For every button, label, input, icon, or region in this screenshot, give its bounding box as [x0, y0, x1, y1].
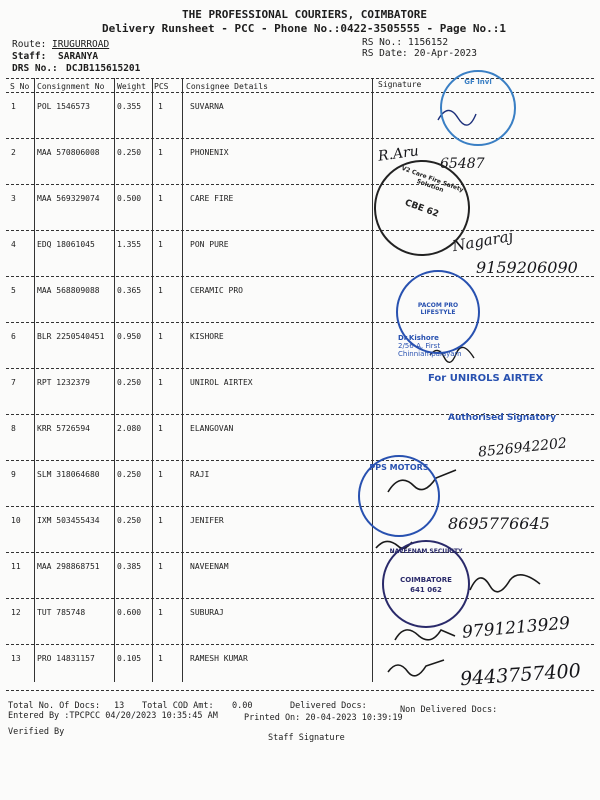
drs-value: DCJB115615201 [66, 63, 141, 74]
rs-date-label: RS Date: [362, 48, 408, 59]
runsheet-subtitle: Delivery Runsheet - PCC - Phone No.:0422-3505555 - Page No.:1 [102, 22, 506, 35]
route-value: IRUGURROAD [52, 39, 110, 50]
cell-weight: 2.080 [117, 424, 142, 433]
cell-consignment: KRR 5726594 [37, 424, 90, 433]
row13-phone: 9443757400 [459, 659, 582, 691]
cell-consignee: JENIFER [190, 516, 224, 525]
cell-pcs: 1 [158, 102, 163, 111]
stamp-row9: PPS MOTORS [358, 455, 440, 537]
stamp-row5: PACOM PRO LIFESTYLE [396, 270, 480, 354]
cell-consignee: RAMESH KUMAR [190, 654, 248, 663]
delivered-label: Delivered Docs: [290, 701, 367, 711]
cell-weight: 0.600 [117, 608, 142, 617]
cell-pcs: 1 [158, 424, 163, 433]
col-header-sno: S No [10, 82, 30, 91]
cell-pcs: 1 [158, 608, 163, 617]
cell-consignment: EDQ 18061045 [37, 240, 95, 249]
cell-consignment: MAA 568809088 [37, 286, 100, 295]
cell-pcs: 1 [158, 470, 163, 479]
cell-sno: 1 [11, 102, 16, 111]
cell-sno: 3 [11, 194, 16, 203]
col-header-consignment: Consignment No [37, 82, 105, 91]
cell-consignee: SUVARNA [190, 102, 224, 111]
row4-signature: Nagaraj [450, 226, 515, 256]
cell-consignment: MAA 569329074 [37, 194, 100, 203]
cell-weight: 0.105 [117, 654, 142, 663]
row2-signature: R.Aru [377, 143, 420, 165]
row-divider [6, 552, 594, 553]
col-header-pcs: PCS [154, 82, 169, 91]
drs-label: DRS No.: [12, 63, 58, 74]
cell-consignee: PHONENIX [190, 148, 229, 157]
staff-label: Staff: [12, 51, 47, 62]
cell-consignee: CERAMIC PRO [190, 286, 243, 295]
rs-no-label: RS No.: [362, 37, 403, 48]
rs-no-value: 1156152 [408, 37, 449, 48]
total-docs-label: Total No. Of Docs: [8, 701, 101, 711]
cell-sno: 9 [11, 470, 16, 479]
rs-date-value: 20-Apr-2023 [414, 48, 477, 59]
stamp-row6-address: 2/56-A, First [398, 342, 441, 350]
cell-weight: 0.365 [117, 286, 142, 295]
row12-phone: 9791213929 [461, 613, 571, 643]
cell-sno: 5 [11, 286, 16, 295]
cell-weight: 1.355 [117, 240, 142, 249]
col-header-signature: Signature [378, 80, 422, 89]
cell-weight: 0.250 [117, 470, 142, 479]
cell-pcs: 1 [158, 378, 163, 387]
cell-pcs: 1 [158, 148, 163, 157]
cell-pcs: 1 [158, 332, 163, 341]
cell-sno: 10 [11, 516, 21, 525]
cell-sno: 13 [11, 654, 21, 663]
col-divider [182, 78, 183, 682]
row-divider [6, 598, 594, 599]
cell-weight: 0.385 [117, 562, 142, 571]
row-divider [6, 184, 594, 185]
stamp-row8: Authorised Signatory [448, 413, 557, 423]
cell-pcs: 1 [158, 240, 163, 249]
cell-consignment: POL 1546573 [37, 102, 90, 111]
cell-pcs: 1 [158, 654, 163, 663]
cell-pcs: 1 [158, 516, 163, 525]
stamp-row3: V2 Care Fire Safety Solution CBE 62 [360, 146, 483, 269]
stamp-row1: GF Invl [440, 70, 516, 146]
col-header-consignee: Consignee Details [186, 82, 268, 91]
row-divider [6, 322, 594, 323]
verified-by: Verified By [8, 727, 65, 737]
cell-consignment: MAA 298868751 [37, 562, 100, 571]
col-divider [34, 78, 35, 682]
stamp-row6 [398, 334, 461, 358]
cell-consignee: RAJI [190, 470, 210, 479]
cell-consignment: BLR 2250540451 [37, 332, 105, 341]
non-delivered-label: Non Delivered Docs: [400, 705, 498, 715]
cell-consignee: PON PURE [190, 240, 229, 249]
cell-sno: 7 [11, 378, 16, 387]
cell-weight: 0.250 [117, 148, 142, 157]
row-divider [6, 690, 594, 691]
cell-weight: 0.250 [117, 516, 142, 525]
cell-consignee: CARE FIRE [190, 194, 234, 203]
col-divider [114, 78, 115, 682]
row11-scribble [470, 575, 540, 592]
stamp-row11: NAVEENAM SECURITY COIMBATORE 641 062 [382, 540, 470, 628]
entered-by: Entered By :TPCPCC 04/20/2023 10:35:45 AM [8, 711, 218, 721]
stamp-row7: For UNIROLS AIRTEX [428, 373, 544, 384]
cell-weight: 0.500 [117, 194, 142, 203]
printed-on: Printed On: 20-04-2023 10:39:19 [244, 713, 403, 723]
cell-consignment: SLM 318064680 [37, 470, 100, 479]
cell-sno: 2 [11, 148, 16, 157]
cell-consignee: KISHORE [190, 332, 224, 341]
cell-pcs: 1 [158, 562, 163, 571]
row9-phone: 8526942202 [477, 435, 568, 461]
cell-sno: 8 [11, 424, 16, 433]
cell-sno: 11 [11, 562, 21, 571]
row-divider [6, 138, 594, 139]
row-divider [6, 644, 594, 645]
cell-consignment: IXM 503455434 [37, 516, 100, 525]
company-title: THE PROFESSIONAL COURIERS, COIMBATORE [182, 8, 428, 21]
cell-consignment: PRO 14831157 [37, 654, 95, 663]
cell-pcs: 1 [158, 194, 163, 203]
cell-consignee: ELANGOVAN [190, 424, 234, 433]
row-divider [6, 460, 594, 461]
row-divider [6, 506, 594, 507]
stamp-row6-name: Dr.Kishore [398, 334, 439, 342]
route-label: Route: [12, 39, 47, 50]
stamp-row6-city: Chinniampalayam [398, 350, 462, 358]
cell-consignment: RPT 1232379 [37, 378, 90, 387]
row2-phone: 65487 [440, 156, 485, 172]
cell-consignee: NAVEENAM [190, 562, 229, 571]
total-docs-value: 13 [114, 701, 125, 711]
cell-consignment: MAA 570806008 [37, 148, 100, 157]
staff-signature: Staff Signature [268, 733, 345, 743]
col-header-weight: Weight [117, 82, 146, 91]
col-divider [372, 78, 373, 682]
cell-sno: 4 [11, 240, 16, 249]
cell-sno: 12 [11, 608, 21, 617]
col-divider [152, 78, 153, 682]
row10-phone: 8695776645 [448, 514, 550, 533]
cell-weight: 0.950 [117, 332, 142, 341]
row12-scribble [395, 630, 455, 640]
cell-consignment: TUT 785748 [37, 608, 86, 617]
cell-weight: 0.355 [117, 102, 142, 111]
cod-label: Total COD Amt: [142, 701, 214, 711]
cod-value: 0.00 [232, 701, 253, 711]
cell-pcs: 1 [158, 286, 163, 295]
cell-consignee: UNIROL AIRTEX [190, 378, 253, 387]
cell-weight: 0.250 [117, 378, 142, 387]
row4-phone: 9159206090 [476, 258, 578, 277]
row-divider [6, 368, 594, 369]
row13-scribble [388, 660, 444, 676]
cell-consignee: SUBURAJ [190, 608, 224, 617]
cell-sno: 6 [11, 332, 16, 341]
staff-value: SARANYA [58, 51, 99, 62]
